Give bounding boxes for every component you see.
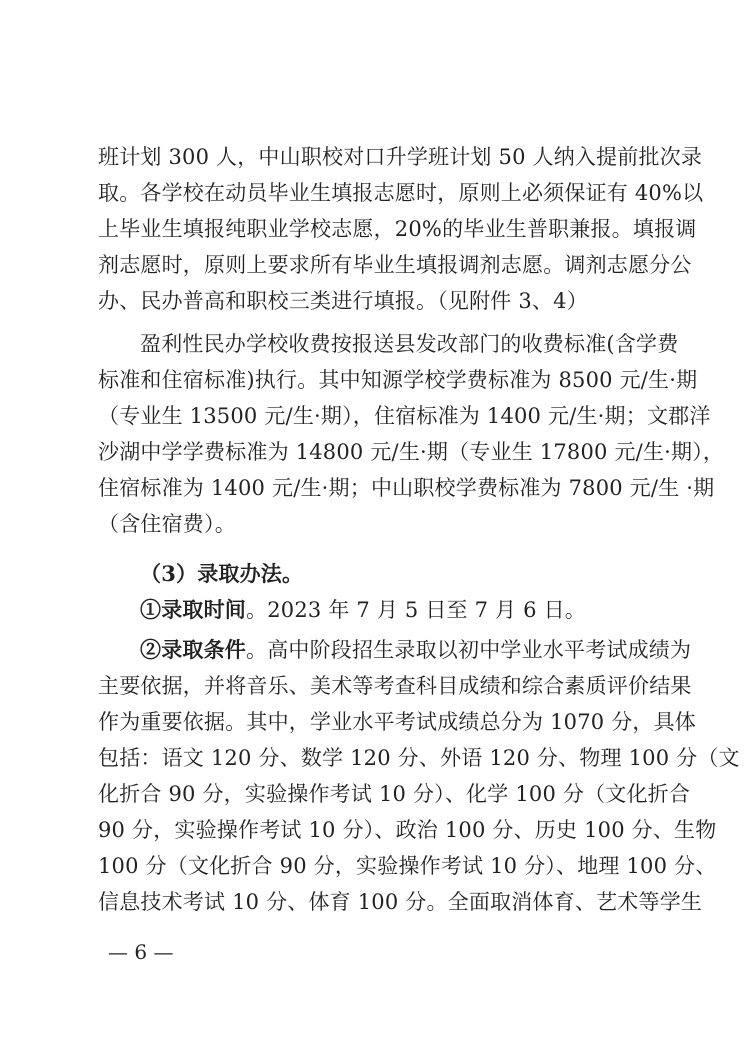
paragraph-line: 沙湖中学学费标准为 14800 元/生·期（专业生 17800 元/生·期）， [98, 440, 725, 464]
paragraph-line: 100 分（文化折合 90 分，实验操作考试 10 分）、地理 100 分、 [98, 854, 717, 878]
paragraph-line: 90 分，实验操作考试 10 分）、政治 100 分、历史 100 分、生物 [98, 818, 717, 842]
paragraph-line: 剂志愿时，原则上要求所有毕业生填报调剂志愿。调剂志愿分公 [98, 253, 692, 277]
item-admission-conditions [140, 633, 692, 667]
paragraph-line: 主要依据，并将音乐、美术等考查科目成绩和综合素质评价结果 [98, 674, 692, 698]
paragraph-line: 办、民办普高和职校三类进行填报。（见附件 3、4） [98, 289, 588, 313]
paragraph-line: （含住宿费）。 [98, 512, 236, 536]
paragraph-line: （专业生 13500 元/生·期），住宿标准为 1400 元/生·期；文郡洋 [98, 404, 711, 428]
paragraph-line: 盈利性民办学校收费按报送县发改部门的收费标准(含学费 [140, 332, 679, 356]
item-label: ②录取条件 [140, 637, 246, 662]
paragraph-line: 上毕业生填报纯职业学校志愿，20%的毕业生普职兼报。填报调 [98, 217, 697, 241]
paragraph-line: 化折合 90 分，实验操作考试 10 分）、化学 100 分（文化折合 [98, 782, 691, 806]
item-text: 。高中阶段招生录取以初中学业水平考试成绩为 [246, 638, 692, 662]
paragraph-line: 信息技术考试 10 分、体育 100 分。全面取消体育、艺术等学生 [98, 890, 703, 914]
paragraph-line: 作为重要依据。其中，学业水平考试成绩总分为 1070 分，具体 [98, 710, 696, 734]
paragraph-line: 包括：语文 120 分、数学 120 分、外语 120 分、物理 100 分（文 [98, 746, 740, 770]
item-text: 。2023 年 7 月 5 日至 7 月 6 日。 [246, 598, 586, 622]
paragraph-line: 标准和住宿标准)执行。其中知源学校学费标准为 8500 元/生·期 [98, 368, 698, 392]
paragraph-line: 取。各学校在动员毕业生填报志愿时，原则上必须保证有 40%以 [98, 181, 704, 205]
paragraph-line: 住宿标准为 1400 元/生·期；中山职校学费标准为 7800 元/生 ·期 [98, 476, 715, 500]
page-number: — 6 — [108, 940, 174, 964]
section-heading: （3）录取办法。 [140, 561, 304, 586]
item-label: ①录取时间 [140, 597, 246, 622]
item-admission-time [140, 593, 654, 627]
paragraph-line: 班计划 300 人，中山职校对口升学班计划 50 人纳入提前批次录 [98, 145, 703, 169]
